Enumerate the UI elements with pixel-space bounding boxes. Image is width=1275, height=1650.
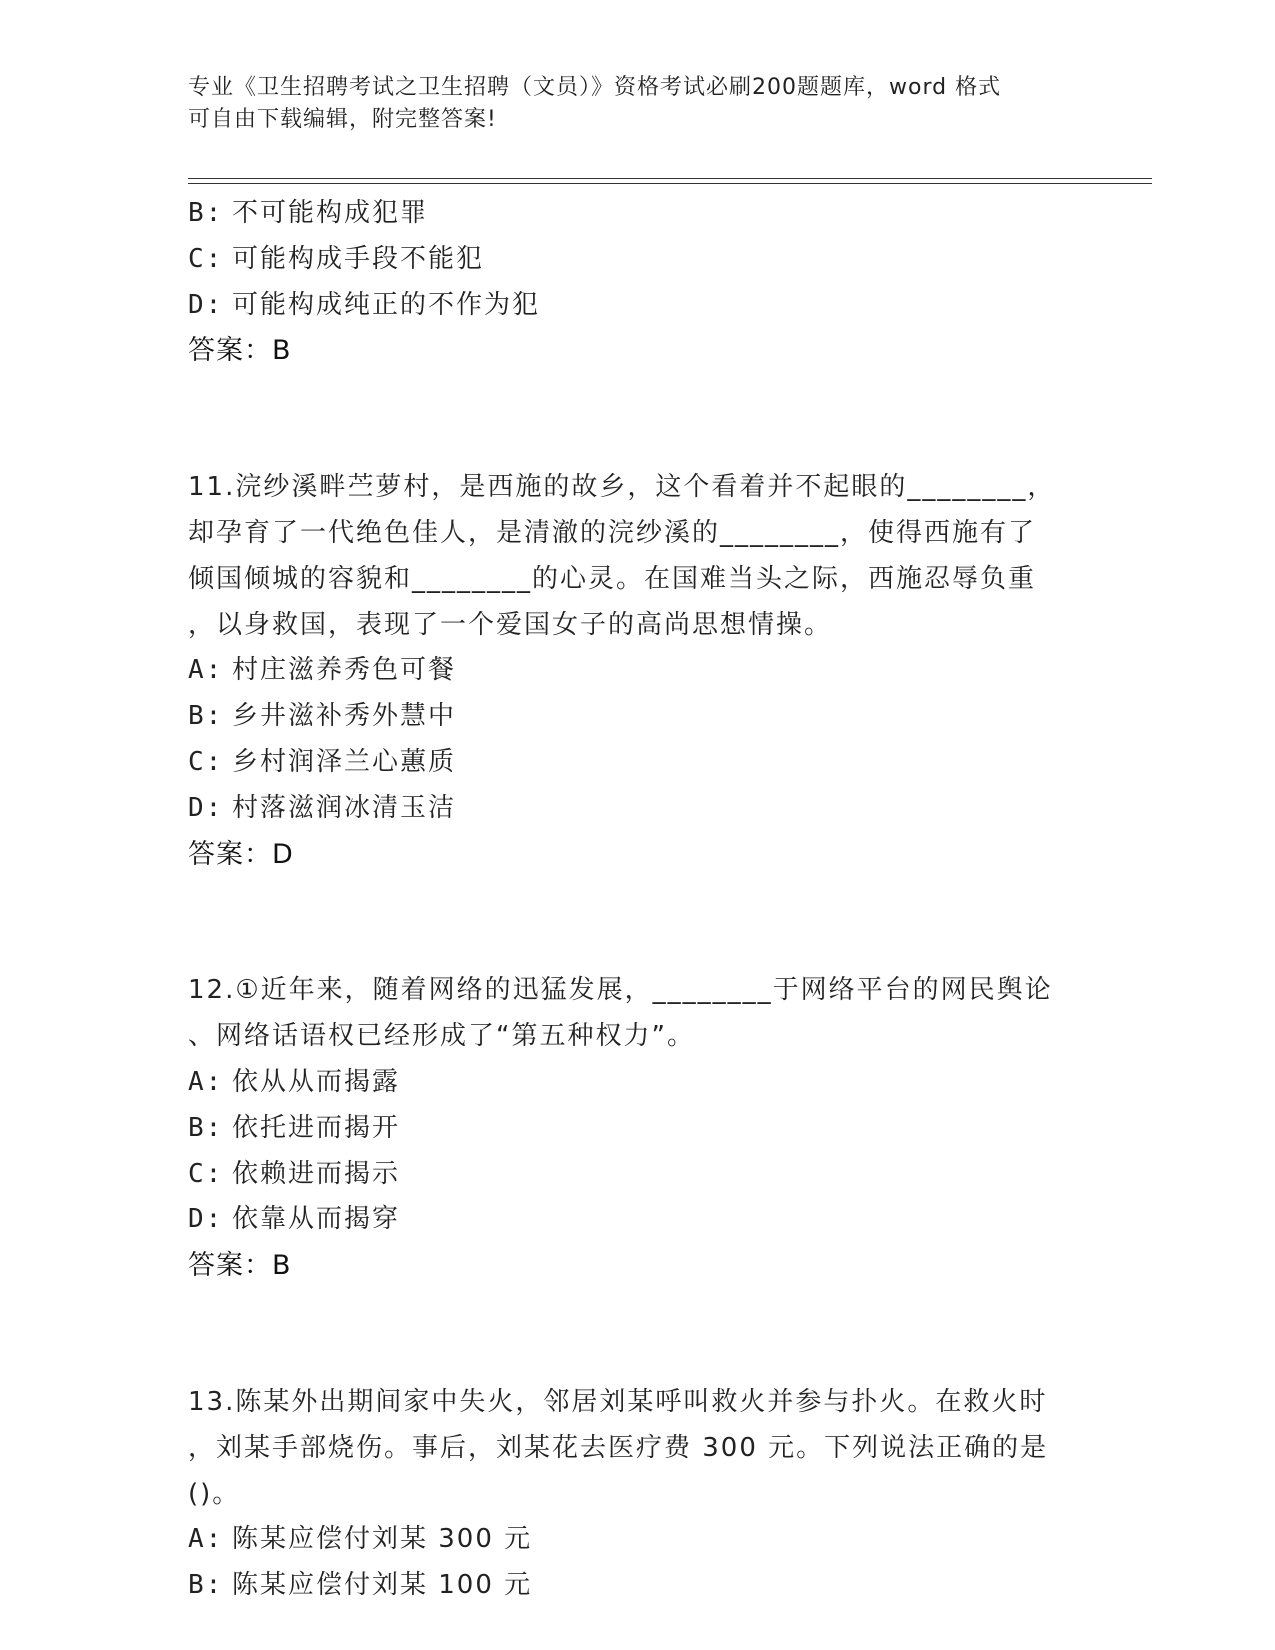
option-a — [188, 648, 1088, 694]
question-text-line: 13.陈某外出期间家中失火，邻居刘某呼叫救火并参与扑火。在救火时 — [188, 1386, 1048, 1417]
question-11 — [188, 465, 1088, 877]
answer-line: 答案：D — [188, 838, 294, 870]
question-text-line: ()。 — [188, 1478, 241, 1509]
option-letter: C: — [188, 1158, 224, 1189]
header-line-1: 专业《卫生招聘考试之卫生招聘（文员）》资格考试必刷200题题库，word 格式 — [188, 75, 1002, 100]
option-letter: B: — [188, 1112, 224, 1143]
header-rule-bottom — [188, 183, 1152, 184]
option-d — [188, 1197, 1088, 1243]
option-c — [188, 740, 1088, 786]
question-text-line: 却孕育了一代绝色佳人，是清澈的浣纱溪的________，使得西施有了 — [188, 517, 1037, 548]
option-text: 依托进而揭开 — [232, 1112, 401, 1143]
option-text: 不可能构成犯罪 — [232, 198, 429, 228]
spacer — [188, 877, 1088, 968]
option-a — [188, 1060, 1088, 1106]
question-text-line: 倾国倾城的容貌和________的心灵。在国难当头之际，西施忍辱负重 — [188, 563, 1037, 594]
option-letter: A: — [188, 1524, 224, 1555]
header-line-2: 可自由下载编辑，附完整答案! — [188, 107, 497, 132]
question-content — [188, 191, 1088, 1609]
option-text: 乡井滋补秀外慧中 — [232, 701, 457, 732]
option-letter: A: — [188, 655, 224, 686]
option-letter: B: — [188, 1570, 224, 1601]
option-letter: D: — [188, 289, 224, 320]
option-text: 村庄滋养秀色可餐 — [232, 655, 457, 686]
option-text: 乡村润泽兰心蕙质 — [232, 746, 457, 777]
option-text: 依从从而揭露 — [232, 1066, 401, 1097]
header-rule-top — [188, 178, 1152, 179]
document-header — [188, 72, 1088, 136]
question-13 — [188, 1380, 1088, 1609]
option-text: 陈某应偿付刘某 300 元 — [232, 1524, 533, 1555]
option-b — [188, 694, 1088, 740]
option-letter: B: — [188, 701, 224, 732]
question-text-line: ，刘某手部烧伤。事后，刘某花去医疗费 300 元。下列说法正确的是 — [188, 1432, 1049, 1463]
option-text: 陈某应偿付刘某 100 元 — [232, 1570, 533, 1601]
question-12 — [188, 968, 1088, 1289]
option-d — [188, 786, 1088, 832]
option-d — [188, 283, 1088, 329]
answer-line: 答案：B — [188, 335, 292, 367]
spacer — [188, 374, 1088, 465]
option-letter: C: — [188, 243, 224, 274]
question-10 — [188, 191, 1088, 374]
question-text-line: 12.①近年来，随着网络的迅猛发展，________于网络平台的网民舆论 — [188, 975, 1053, 1006]
option-c — [188, 1152, 1088, 1198]
option-letter: D: — [188, 792, 224, 823]
option-text: 村落滋润冰清玉洁 — [232, 792, 457, 823]
option-a — [188, 1517, 1088, 1563]
question-text-line: 、网络话语权已经形成了“第五种权力”。 — [188, 1021, 695, 1052]
option-text: 可能构成手段不能犯 — [232, 243, 485, 274]
option-text: 依赖进而揭示 — [232, 1158, 401, 1189]
option-text: 可能构成纯正的不作为犯 — [232, 289, 541, 320]
option-letter: C: — [188, 746, 224, 777]
answer-line: 答案：B — [188, 1250, 292, 1282]
option-b — [188, 1563, 1088, 1609]
option-b — [188, 1106, 1088, 1152]
option-letter: D: — [188, 1204, 224, 1235]
option-b — [188, 191, 1088, 237]
spacer — [188, 1289, 1088, 1380]
question-text-line: 11.浣纱溪畔苎萝村，是西施的故乡，这个看着并不起眼的________， — [188, 472, 1056, 503]
option-letter: A: — [188, 1066, 224, 1097]
option-c — [188, 237, 1088, 283]
option-text: 依靠从而揭穿 — [232, 1204, 401, 1235]
question-text-line: ，以身救国，表现了一个爱国女子的高尚思想情操。 — [188, 609, 833, 640]
option-letter: B: — [188, 198, 224, 228]
